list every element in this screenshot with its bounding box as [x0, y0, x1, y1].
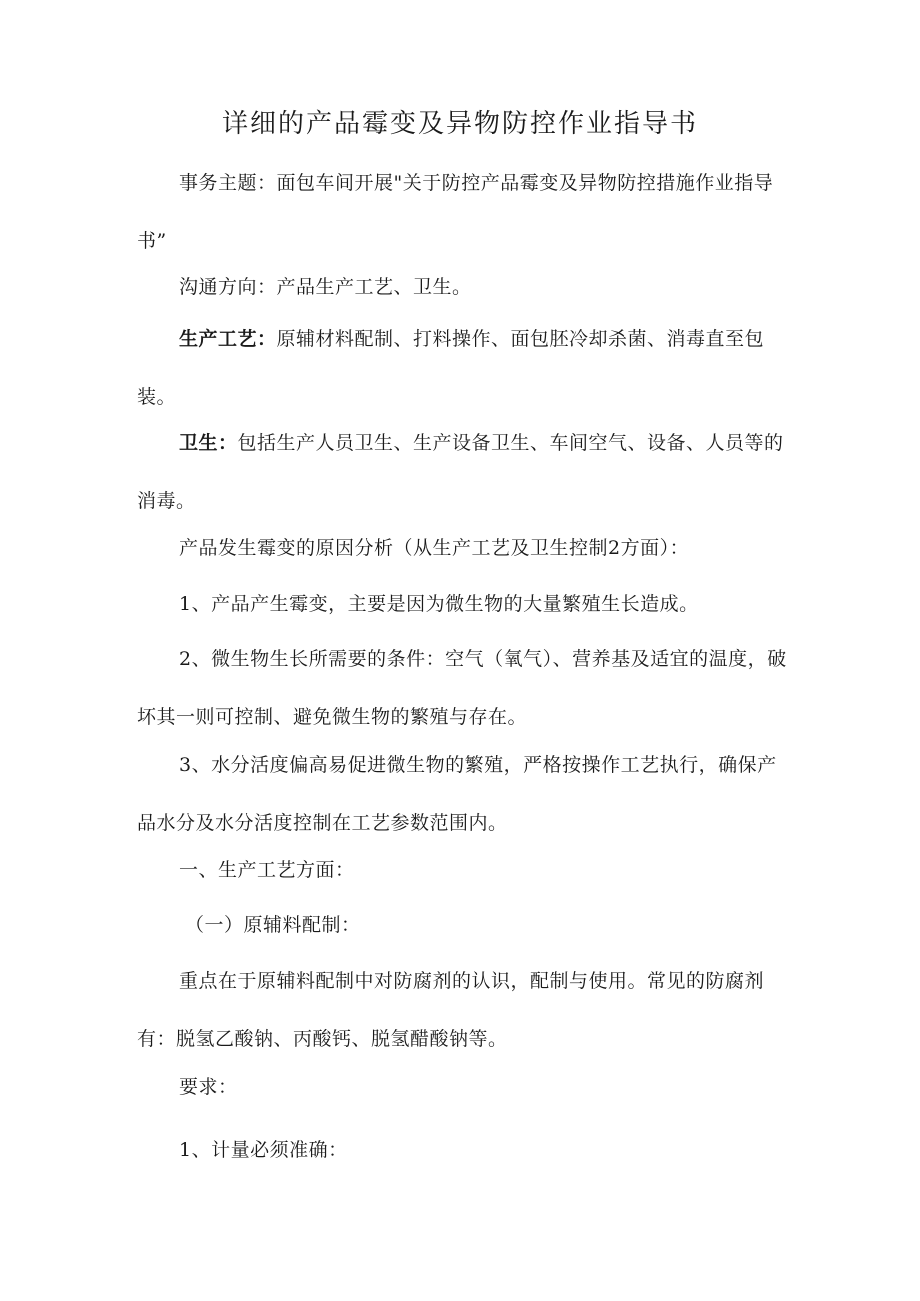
paragraph-point-1: 1、产品产生霉变，主要是因为微生物的大量繁殖生长造成。 — [179, 593, 699, 615]
paragraph-point-2: 2、微生物生长所需要的条件：空气（氧气）、营养基及适宜的温度，破坏其一则可控制、避免微生物的繁殖与存在。 — [137, 648, 787, 728]
document-title: 详细的产品霉变及异物防控作业指导书 — [221, 109, 698, 139]
hygiene-label: 卫生： — [179, 432, 238, 454]
paragraph-direction: 沟通方向：产品生产工艺、卫生。 — [179, 276, 472, 298]
paragraph-topic: 事务主题：面包车间开展"关于防控产品霉变及异物防控措施作业指导书” — [137, 172, 774, 252]
paragraph-preservatives: 重点在于原辅料配制中对防腐剂的认识，配制与使用。常见的防腐剂有：脱氢乙酸钠、丙酸钙、脱氢醋酸钠等。 — [137, 970, 765, 1050]
paragraph-production-process — [137, 310, 791, 426]
paragraph-point-3: 3、水分活度偏高易促进微生物的繁殖，严格按操作工艺执行，确保产品水分及水分活度控制在工艺参数范围内。 — [137, 754, 777, 834]
paragraph-requirements: 要求： — [179, 1076, 238, 1098]
paragraph-cause-analysis: 产品发生霉变的原因分析（从生产工艺及卫生控制2方面）： — [179, 537, 690, 559]
section-heading-production: 一、生产工艺方面： — [179, 859, 355, 881]
subsection-heading-materials: （一）原辅料配制： — [185, 914, 361, 936]
production-process-label: 生产工艺： — [179, 328, 277, 350]
hygiene-text: 包括生产人员卫生、生产设备卫生、车间空气、设备、人员等的消毒。 — [137, 432, 784, 512]
paragraph-hygiene — [137, 414, 791, 530]
paragraph-requirement-1: 1、计量必须准确： — [179, 1139, 348, 1161]
production-process-text: 原辅材料配制、打料操作、面包胚冷却杀菌、消毒直至包装。 — [137, 328, 765, 408]
